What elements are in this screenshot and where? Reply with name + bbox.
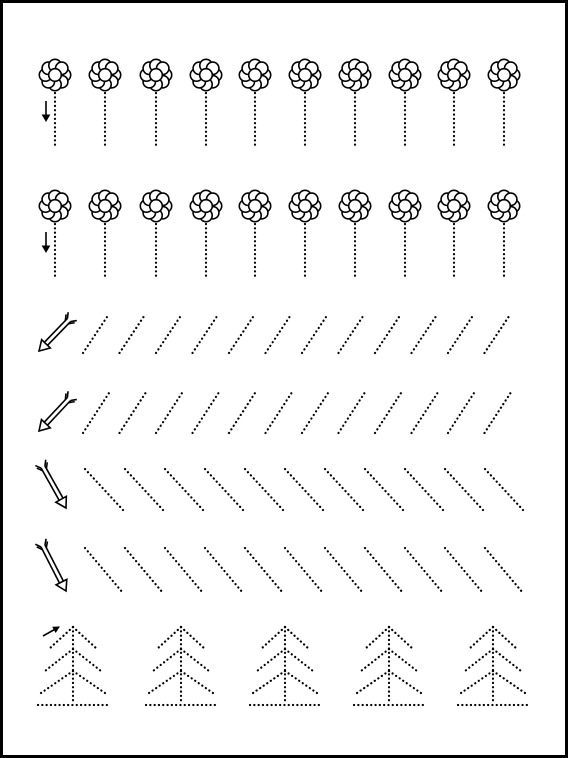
- tree-branch-trace: [389, 671, 421, 693]
- flower: [190, 190, 221, 221]
- slash-trace-line: [85, 548, 123, 593]
- flower: [438, 190, 469, 221]
- flower: [339, 59, 370, 90]
- tree-branch-trace: [261, 627, 285, 649]
- worksheet-row-3: [39, 312, 511, 353]
- tree-branch-trace: [493, 627, 517, 649]
- arrow-shaft: [48, 322, 71, 346]
- slash-trace-line: [125, 469, 163, 510]
- slash-trace-line: [266, 393, 292, 433]
- arrow-shaft: [47, 401, 70, 426]
- flower: [39, 190, 70, 221]
- flower: [140, 59, 171, 90]
- arrow-shaft: [41, 468, 59, 500]
- flower-center: [150, 200, 163, 213]
- slash-trace-line: [165, 469, 203, 510]
- worksheet-canvas: [3, 3, 565, 755]
- slash-trace-line: [193, 314, 219, 353]
- arrow-head: [53, 627, 59, 632]
- slash-trace-line: [412, 314, 438, 353]
- tree-branch-trace: [493, 649, 521, 671]
- fir-tree: [38, 627, 108, 705]
- slash-trace-line: [85, 469, 123, 510]
- worksheet-layer: [35, 59, 528, 705]
- slash-trace-line: [375, 393, 401, 433]
- worksheet-row-5: [35, 460, 523, 510]
- flower-center: [49, 200, 62, 213]
- tree-branch-trace: [257, 649, 285, 671]
- slash-trace-line: [156, 314, 182, 353]
- slash-trace-line: [365, 548, 403, 593]
- tree-branch-trace: [181, 671, 213, 693]
- tree-branch-trace: [149, 671, 181, 693]
- tree-branch-trace: [285, 671, 317, 693]
- slash-trace-line: [229, 393, 255, 433]
- slash-trace-line: [365, 469, 403, 510]
- slash-trace-line: [448, 314, 474, 353]
- flower-center: [249, 69, 262, 82]
- slash-trace-line: [120, 314, 146, 353]
- slash-trace-line: [302, 393, 328, 433]
- slash-trace-line: [165, 548, 203, 593]
- fir-tree: [458, 627, 528, 705]
- flower: [389, 59, 420, 90]
- arrow-shaft: [44, 397, 67, 422]
- flower-center: [498, 69, 511, 82]
- tree-branch-trace: [181, 627, 205, 649]
- slash-trace-line: [485, 469, 523, 510]
- flower-center: [448, 200, 461, 213]
- flower: [89, 59, 120, 90]
- slash-trace-line: [405, 469, 443, 510]
- slash-trace-line: [285, 548, 323, 593]
- slash-trace-line: [339, 314, 365, 353]
- tree-branch-trace: [461, 671, 493, 693]
- arrow-shaft: [45, 466, 63, 498]
- slash-trace-line: [285, 469, 323, 510]
- flower-center: [349, 69, 362, 82]
- flower-center: [399, 69, 412, 82]
- arrow-fletching: [65, 312, 76, 323]
- flower-center: [200, 200, 213, 213]
- slash-trace-line: [445, 469, 483, 510]
- slash-trace-line: [485, 548, 523, 593]
- flower-center: [299, 69, 312, 82]
- slash-trace-line: [83, 393, 109, 433]
- slash-trace-line: [156, 393, 182, 433]
- worksheet-row-6: [35, 539, 523, 593]
- slash-trace-line: [325, 548, 363, 593]
- tree-branch-trace: [469, 627, 493, 649]
- arrow-down-icon: [43, 101, 50, 121]
- arrow-down-icon: [43, 232, 50, 252]
- tree-branch-trace: [73, 671, 105, 693]
- slash-trace-line: [125, 548, 163, 593]
- tree-branch-trace: [389, 649, 417, 671]
- slash-trace-line: [205, 548, 243, 593]
- tree-branch-trace: [389, 627, 413, 649]
- flower: [89, 190, 120, 221]
- tree-branch-trace: [285, 649, 313, 671]
- flower: [289, 190, 320, 221]
- tree-branch-trace: [41, 671, 73, 693]
- flower: [239, 190, 270, 221]
- tree-branch-trace: [493, 671, 525, 693]
- arrow-fletching: [65, 391, 76, 402]
- flower: [39, 59, 70, 90]
- flower-center: [99, 69, 112, 82]
- flower: [488, 190, 519, 221]
- slash-trace-line: [245, 548, 283, 593]
- flower: [190, 59, 221, 90]
- diagonal-arrow-down-right-icon: [35, 539, 66, 591]
- tree-branch-trace: [253, 671, 285, 693]
- arrow-head: [43, 246, 50, 252]
- tree-branch-trace: [365, 627, 389, 649]
- arrow-shaft: [45, 545, 63, 581]
- fir-tree: [354, 627, 424, 705]
- arrow-shaft: [41, 547, 59, 583]
- slash-trace-line: [485, 393, 511, 433]
- tree-branch-trace: [73, 649, 101, 671]
- tree-branch-trace: [181, 649, 209, 671]
- flower: [389, 190, 420, 221]
- flower: [140, 190, 171, 221]
- worksheet-row-2: [39, 190, 519, 278]
- flower-center: [299, 200, 312, 213]
- tree-branch-trace: [361, 649, 389, 671]
- diagonal-arrow-down-left-icon: [39, 391, 77, 431]
- flower-center: [399, 200, 412, 213]
- slash-trace-line: [266, 314, 292, 353]
- fir-tree: [250, 627, 320, 705]
- worksheet-row-1: [39, 59, 519, 147]
- slash-trace-line: [405, 548, 443, 593]
- diagonal-arrow-down-right-icon: [35, 460, 66, 508]
- flower-center: [448, 69, 461, 82]
- flower-center: [99, 200, 112, 213]
- arrow-shaft: [44, 318, 67, 342]
- tree-branch-trace: [153, 649, 181, 671]
- slash-trace-line: [245, 469, 283, 510]
- slash-trace-line: [193, 393, 219, 433]
- worksheet-row-7: [38, 627, 528, 705]
- slash-trace-line: [229, 314, 255, 353]
- diagonal-arrow-down-left-icon: [39, 312, 77, 351]
- tree-branch-trace: [465, 649, 493, 671]
- flower: [339, 190, 370, 221]
- slash-trace-line: [83, 314, 109, 353]
- flower-center: [349, 200, 362, 213]
- flower-center: [249, 200, 262, 213]
- slash-trace-line: [448, 393, 474, 433]
- slash-trace-line: [325, 469, 363, 510]
- flower-center: [49, 69, 62, 82]
- slash-trace-line: [120, 393, 146, 433]
- slash-trace-line: [445, 548, 483, 593]
- flower-center: [498, 200, 511, 213]
- tree-branch-trace: [73, 627, 97, 649]
- flower: [289, 59, 320, 90]
- flower-center: [200, 69, 213, 82]
- slash-trace-line: [375, 314, 401, 353]
- flower-center: [150, 69, 163, 82]
- slash-trace-line: [485, 314, 511, 353]
- tree-branch-trace: [285, 627, 309, 649]
- worksheet-row-4: [39, 391, 511, 433]
- flower: [488, 59, 519, 90]
- slash-trace-line: [339, 393, 365, 433]
- tree-branch-trace: [45, 649, 73, 671]
- tree-branch-trace: [157, 627, 181, 649]
- tree-branch-trace: [357, 671, 389, 693]
- arrow-up-right-icon: [43, 627, 59, 636]
- slash-trace-line: [302, 314, 328, 353]
- slash-trace-line: [205, 469, 243, 510]
- flower: [239, 59, 270, 90]
- slash-trace-line: [412, 393, 438, 433]
- flower: [438, 59, 469, 90]
- fir-tree: [146, 627, 216, 705]
- arrow-head: [43, 115, 50, 121]
